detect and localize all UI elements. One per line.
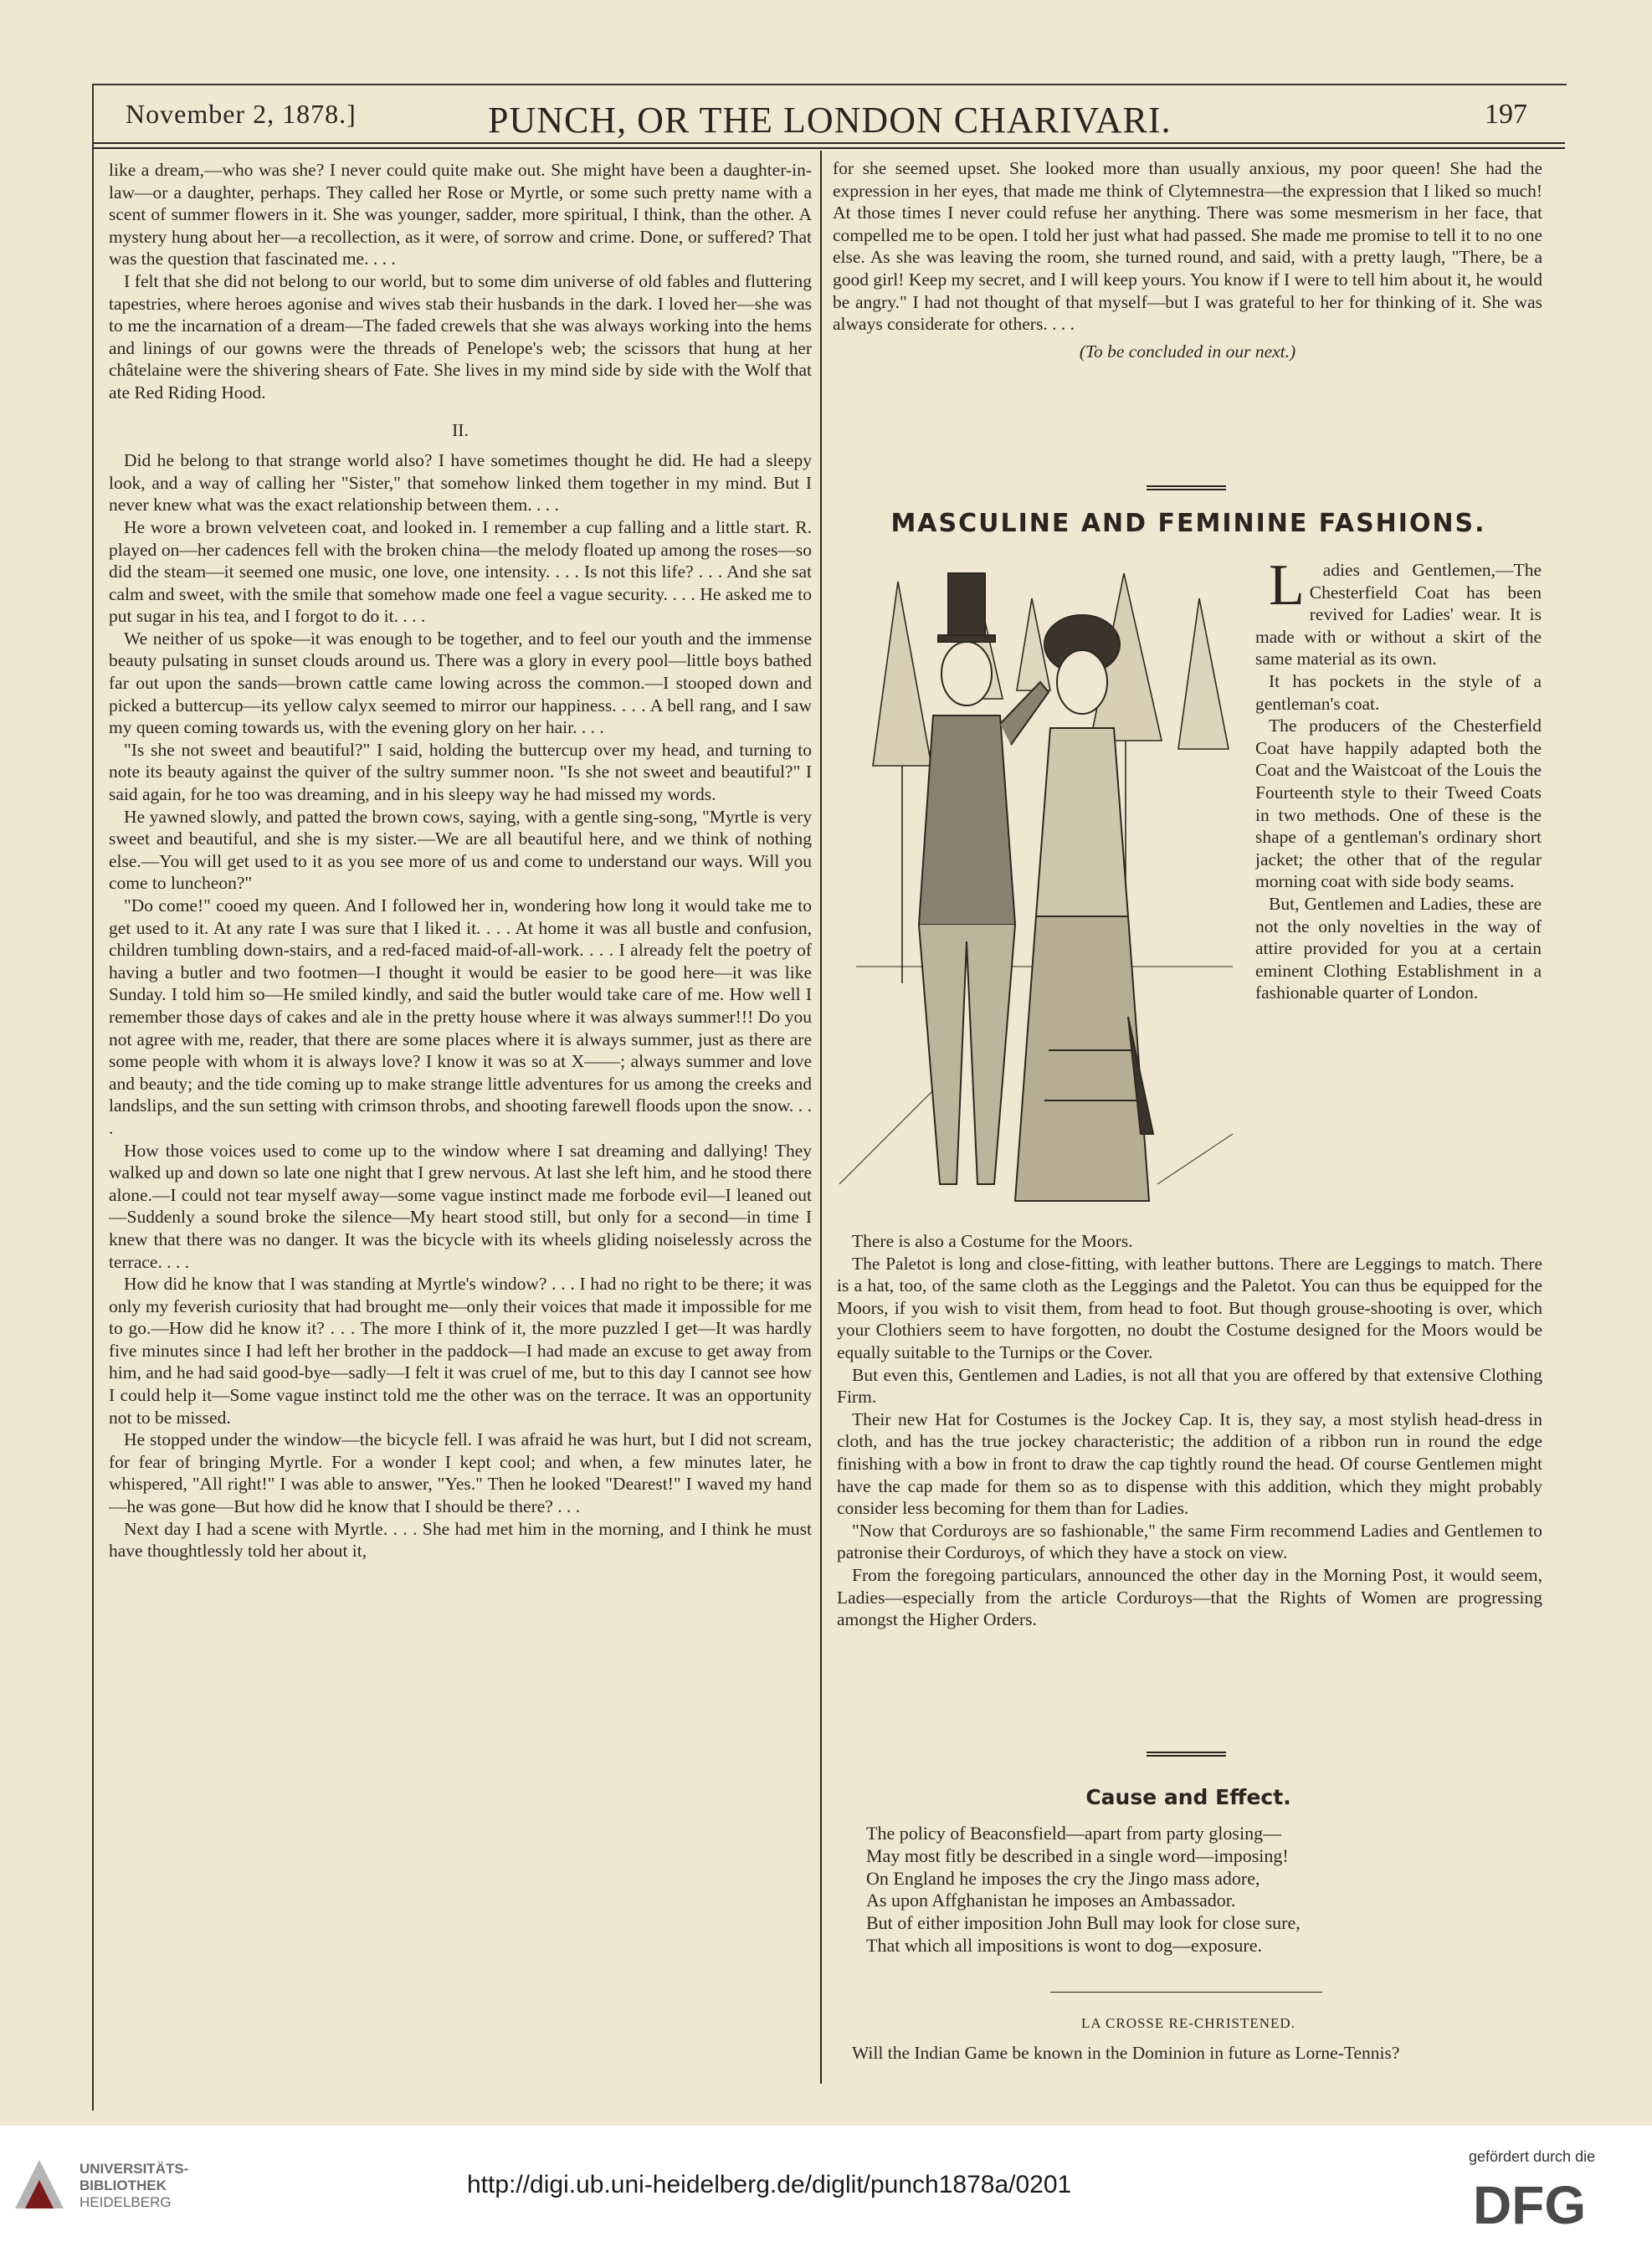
funded-by-label: gefördert durch die <box>1469 2148 1596 2165</box>
source-url-link[interactable]: http://digi.ub.uni-heidelberg.de/diglit/punch1878a/0201 <box>467 2171 1072 2198</box>
paragraph: "Is she not sweet and beautiful?" I said, holding the buttercup over my head, and turning to note its beauty against the quiver of the sultry summer noon. "Is she not sweet and beautiful?" I said again, for he too was dreaming, and in his sleepy way he had missed my words. <box>109 739 812 805</box>
paragraph: How those voices used to come up to the window where I sat dreaming and dallying! They walked up and down so late one night that I grew nervous. At last she left him, and he stood there alone.—I could not tear myself away—some vague instinct made me forbode evil—I leaned out—Suddenly a sound broke the silence—My heart stood still, but only for a second—in time I knew that there was no danger. It was the bicycle with its wheels gliding noiselessly across the terrace. . . . <box>109 1140 812 1272</box>
paragraph: The Paletot is long and close-fitting, with leather buttons. There are Leggings to match. There is a hat, too, of the same cloth as the Leggings and the Paletot. You can thus be equipped for the Moors, if you wish to visit them, from head to foot. But though grouse-shooting is over, which your Clothiers seem to have forgotten, no doubt the Costume designed for the Moors would be equally suitable to the Turnips or the Cover. <box>837 1253 1542 1362</box>
issue-date: November 2, 1878.] <box>126 99 357 129</box>
tree-left <box>873 582 931 766</box>
paragraph: like a dream,—who was she? I never could quite make out. She might have been a daughter-in-law—or a daughter, perhaps. They called her Rose or Myrtle, or some such pretty name with a scent of summer flowers in it. She was younger, sadder, more spiritual, I think, than the other. A mystery hung about her—a recollection, as it were, of sorrow and crime. Done, or suffered? That was the question that fascinated me. . . . <box>109 160 812 269</box>
paragraph: But, Gentlemen and Ladies, these are not the only novelties in the way of attire provided for you at a certain eminent Clothing Establishment in a fashionable quarter of London. <box>1255 893 1542 1003</box>
column-divider <box>820 151 822 2084</box>
masthead-title: PUNCH, OR THE LONDON CHARIVARI. <box>488 100 1172 141</box>
lacrosse-paragraph-block <box>837 2042 1542 2092</box>
paragraph: Their new Hat for Costumes is the Jockey Cap. It is, they say, a most stylish head-dress in cloth, and has the true jockey characteristic; the addition of a ribbon run in round the edge finishing with a bow in front to draw the cap tightly round the head. Of course Gentlemen might have the cap made for them so as to dispense with this addition, which they might probably consider less becoming for them than for Ladies. <box>837 1408 1542 1519</box>
fashion-illustration <box>839 548 1249 1236</box>
paragraph: Will the Indian Game be known in the Dominion in future as Lorne-Tennis? <box>852 2043 1400 2063</box>
poem-line: On England he imposes the cry the Jingo mass adore, <box>866 1867 1260 1889</box>
dfg-logo-text: DFG <box>1473 2180 1587 2229</box>
uni-name-line: UNIVERSITÄTS- <box>80 2161 189 2177</box>
paragraph: He yawned slowly, and patted the brown cows, saying, with a gentle sing-song, "Myrtle is very sweet and beautiful, and she is my sister.—We are all beautiful here, and we think of nothing else.—You will get used to it as you see more of us and come to understand our ways. Will you come to luncheon?" <box>109 806 812 894</box>
paragraph: Next day I had a scene with Myrtle. . . . She had met him in the morning, and I think he must have thoughtlessly told her about it, <box>109 1518 812 1562</box>
drop-cap: L <box>1269 559 1305 618</box>
header-rule-second <box>92 147 1565 149</box>
paragraph: How did he know that I was standing at Myrtle's window? . . . I had no right to be there; it was only my feverish curiosity that had brought me—only their voices that made it impossible for me to go.—How did he know it? . . . The more I think of it, the more puzzled I get—It was hardly five minutes since I had left her brother in the paddock—I had made an excuse to get away from him, and he had said good-bye—sadly—I felt it was cruel of me, but to this day I cannot see how I could help it—Some vague instinct told me the other was on the terrace. It was an opportunity not to be missed. <box>109 1274 812 1428</box>
page-number: 197 <box>1485 99 1527 130</box>
uni-name-line: BIBLIOTHEK <box>80 2178 167 2193</box>
section-separator <box>1147 1752 1226 1757</box>
short-rule <box>1050 1992 1322 1993</box>
poem-line: That which all impositions is wont to dog—exposure. <box>866 1934 1262 1956</box>
lacrosse-title: LA CROSSE RE-CHRISTENED. <box>1081 2015 1295 2031</box>
paragraph: From the foregoing particulars, announced the other day in the Morning Post, it would seem, Ladies—especially from the article Corduroys—that the Rights of Women are progressing amongst the Higher Orders. <box>837 1564 1542 1630</box>
paragraph: He stopped under the window—the bicycle fell. I was afraid he was hurt, but I did not scream, for fear of bringing Myrtle. For a wonder I kept cool; and when, a few minutes later, he whispered, "All right!" I was able to answer, "Yes." Then he looked "Dearest!" I waved my hand—he was gone—But how did he know that I should be there? . . . <box>109 1429 812 1517</box>
dfg-logo <box>1473 2180 1632 2229</box>
paragraph: He wore a brown velveteen coat, and looked in. I remember a cup falling and a little start. R. played on—her cadences fell with the broken china—the melody floated up among the roses—so did the steam—it seemed one music, one love, one intensity. . . . Is not this life? . . . And she sat calm and sweet, with the smile that somehow made one feel a vague security. . . . He asked me to put sugar in his tea, and I forgot to do it. . . . <box>109 516 812 627</box>
paragraph: But even this, Gentlemen and Ladies, is not all that you are offered by that extensive Clothing Firm. <box>837 1364 1542 1408</box>
paragraph: We neither of us spoke—it was enough to be together, and to feel our youth and the immense beauty pulsating in sunset clouds around us. There was a glory in every pool—little boys bathed far out upon the sands—brown cattle came lowing across the common.—I stooped down and picked a buttercup—its yellow calyx seemed to mirror our happiness. . . . A bell rang, and I saw my queen coming towards us, with the evening glory on her hair. . . . <box>109 628 812 738</box>
poem <box>866 1823 1536 1982</box>
university-library-logo <box>12 2157 67 2212</box>
paragraph: for she seemed upset. She looked more than usually anxious, my poor queen! She had the expression in her eyes, that made me think of Clytemnestra—the expression that I liked so much! At those times I never could refuse her anything. There was some mesmerism in her face, that compelled me to be open. I told her just what had passed. She made me promise to tell it to no one else. As she was leaving the room, she turned round, and said, with a pretty laugh, "There, be a good girl! Keep my secret, and I will keep yours. You know if I were to tell him about it, he would be angry." I had not thought of that myself—but I was grateful to her for thinking of it. She was always considerate for others. . . . <box>833 158 1542 335</box>
poem-line: As upon Affghanistan he imposes an Ambassador. <box>866 1890 1236 1911</box>
paragraph: There is also a Costume for the Moors. <box>852 1231 1133 1251</box>
poem-line: May most fitly be described in a single word—imposing! <box>866 1844 1289 1866</box>
left-column <box>109 159 812 2084</box>
poem-line: The policy of Beaconsfield—apart from party glosing— <box>866 1823 1282 1844</box>
paragraph: It has pockets in the style of a gentleman's coat. <box>1255 670 1542 714</box>
fashions-side-column <box>1255 559 1542 1245</box>
fashions-bottom-column <box>837 1230 1542 1732</box>
paragraph: I felt that she did not belong to our world, but to some dim universe of old fables and fluttering tapestries, where heroes agonise and wives stab their husbands in the dark. I loved her—she was to me the incarnation of a dream—The faded crewels that she was always working into the hems and linings of our gowns were the threads of Penelope's web; the scissors that hung at her châtelaine were the shivering shears of Fate. She lives in my mind side by side with the Wolf that ate Red Riding Hood. <box>109 270 812 403</box>
fashions-heading: MASCULINE AND FEMININE FASHIONS. <box>890 509 1486 538</box>
paragraph: The producers of the Chesterfield Coat have happily adapted both the Coat and the Waistcoat of the Louis the Fourteenth style to their Tweed Coats in two methods. One of these is the shape of a gentleman's ordinary short jacket; the other that of the regular morning coat with side body seams. <box>1255 716 1542 892</box>
right-column-continuation <box>833 157 1542 492</box>
paragraph: Did he belong to that strange world also? I have sometimes thought he did. He had a sleepy look, and a way of calling her "Sister," that somehow linked them together in my mind. But I never knew what was the exact relationship between them. . . . <box>109 450 812 516</box>
section-separator <box>1147 485 1226 490</box>
section-number: II. <box>452 419 469 440</box>
paragraph: "Do come!" cooed my queen. And I followed her in, wondering how long it would take me to get used to it. At any rate I was sure that I liked it. . . . At home it was all bustle and confusion, children tumbling down-stairs, and a red-faced maid-of-all-work. . . . I already felt the poetry of having a butler and two footmen—I thought it would be easier to be good here—it was like Sunday. I told him so—He smiled kindly, and said the butler would take care of me. How well I remember those days of cakes and ale in the pretty house where it was always summer!!! Do you not agree with me, reader, that there are some places where it is always summer, just as there are some people with whom it is always love? I know it was so at X——; always summer and love and beauty; and the tide coming up to make strange little adventures for us among the creeks and landslips, and the sun setting with crimson throbs, and shooting farewell floods upon the snow. . . . <box>109 895 812 1138</box>
continuation-note: (To be concluded in our next.) <box>1079 341 1296 362</box>
poem-line: But of either imposition John Bull may look for close sure, <box>866 1912 1301 1934</box>
paragraph: "Now that Corduroys are so fashionable," the same Firm recommend Ladies and Gentlemen to patronise their Corduroys, of which they have a stock on view. <box>837 1520 1542 1563</box>
university-library-name <box>80 2161 188 2211</box>
uni-name-line: HEIDELBERG <box>80 2194 172 2210</box>
poem-title: Cause and Effect. <box>1085 1785 1291 1809</box>
header-rule <box>92 142 1565 144</box>
paragraph: adies and Gentlemen,—The Chesterfield Coat has been revived for Ladies' wear. It is made with or without a skirt of the same material as its own. <box>1255 560 1542 669</box>
